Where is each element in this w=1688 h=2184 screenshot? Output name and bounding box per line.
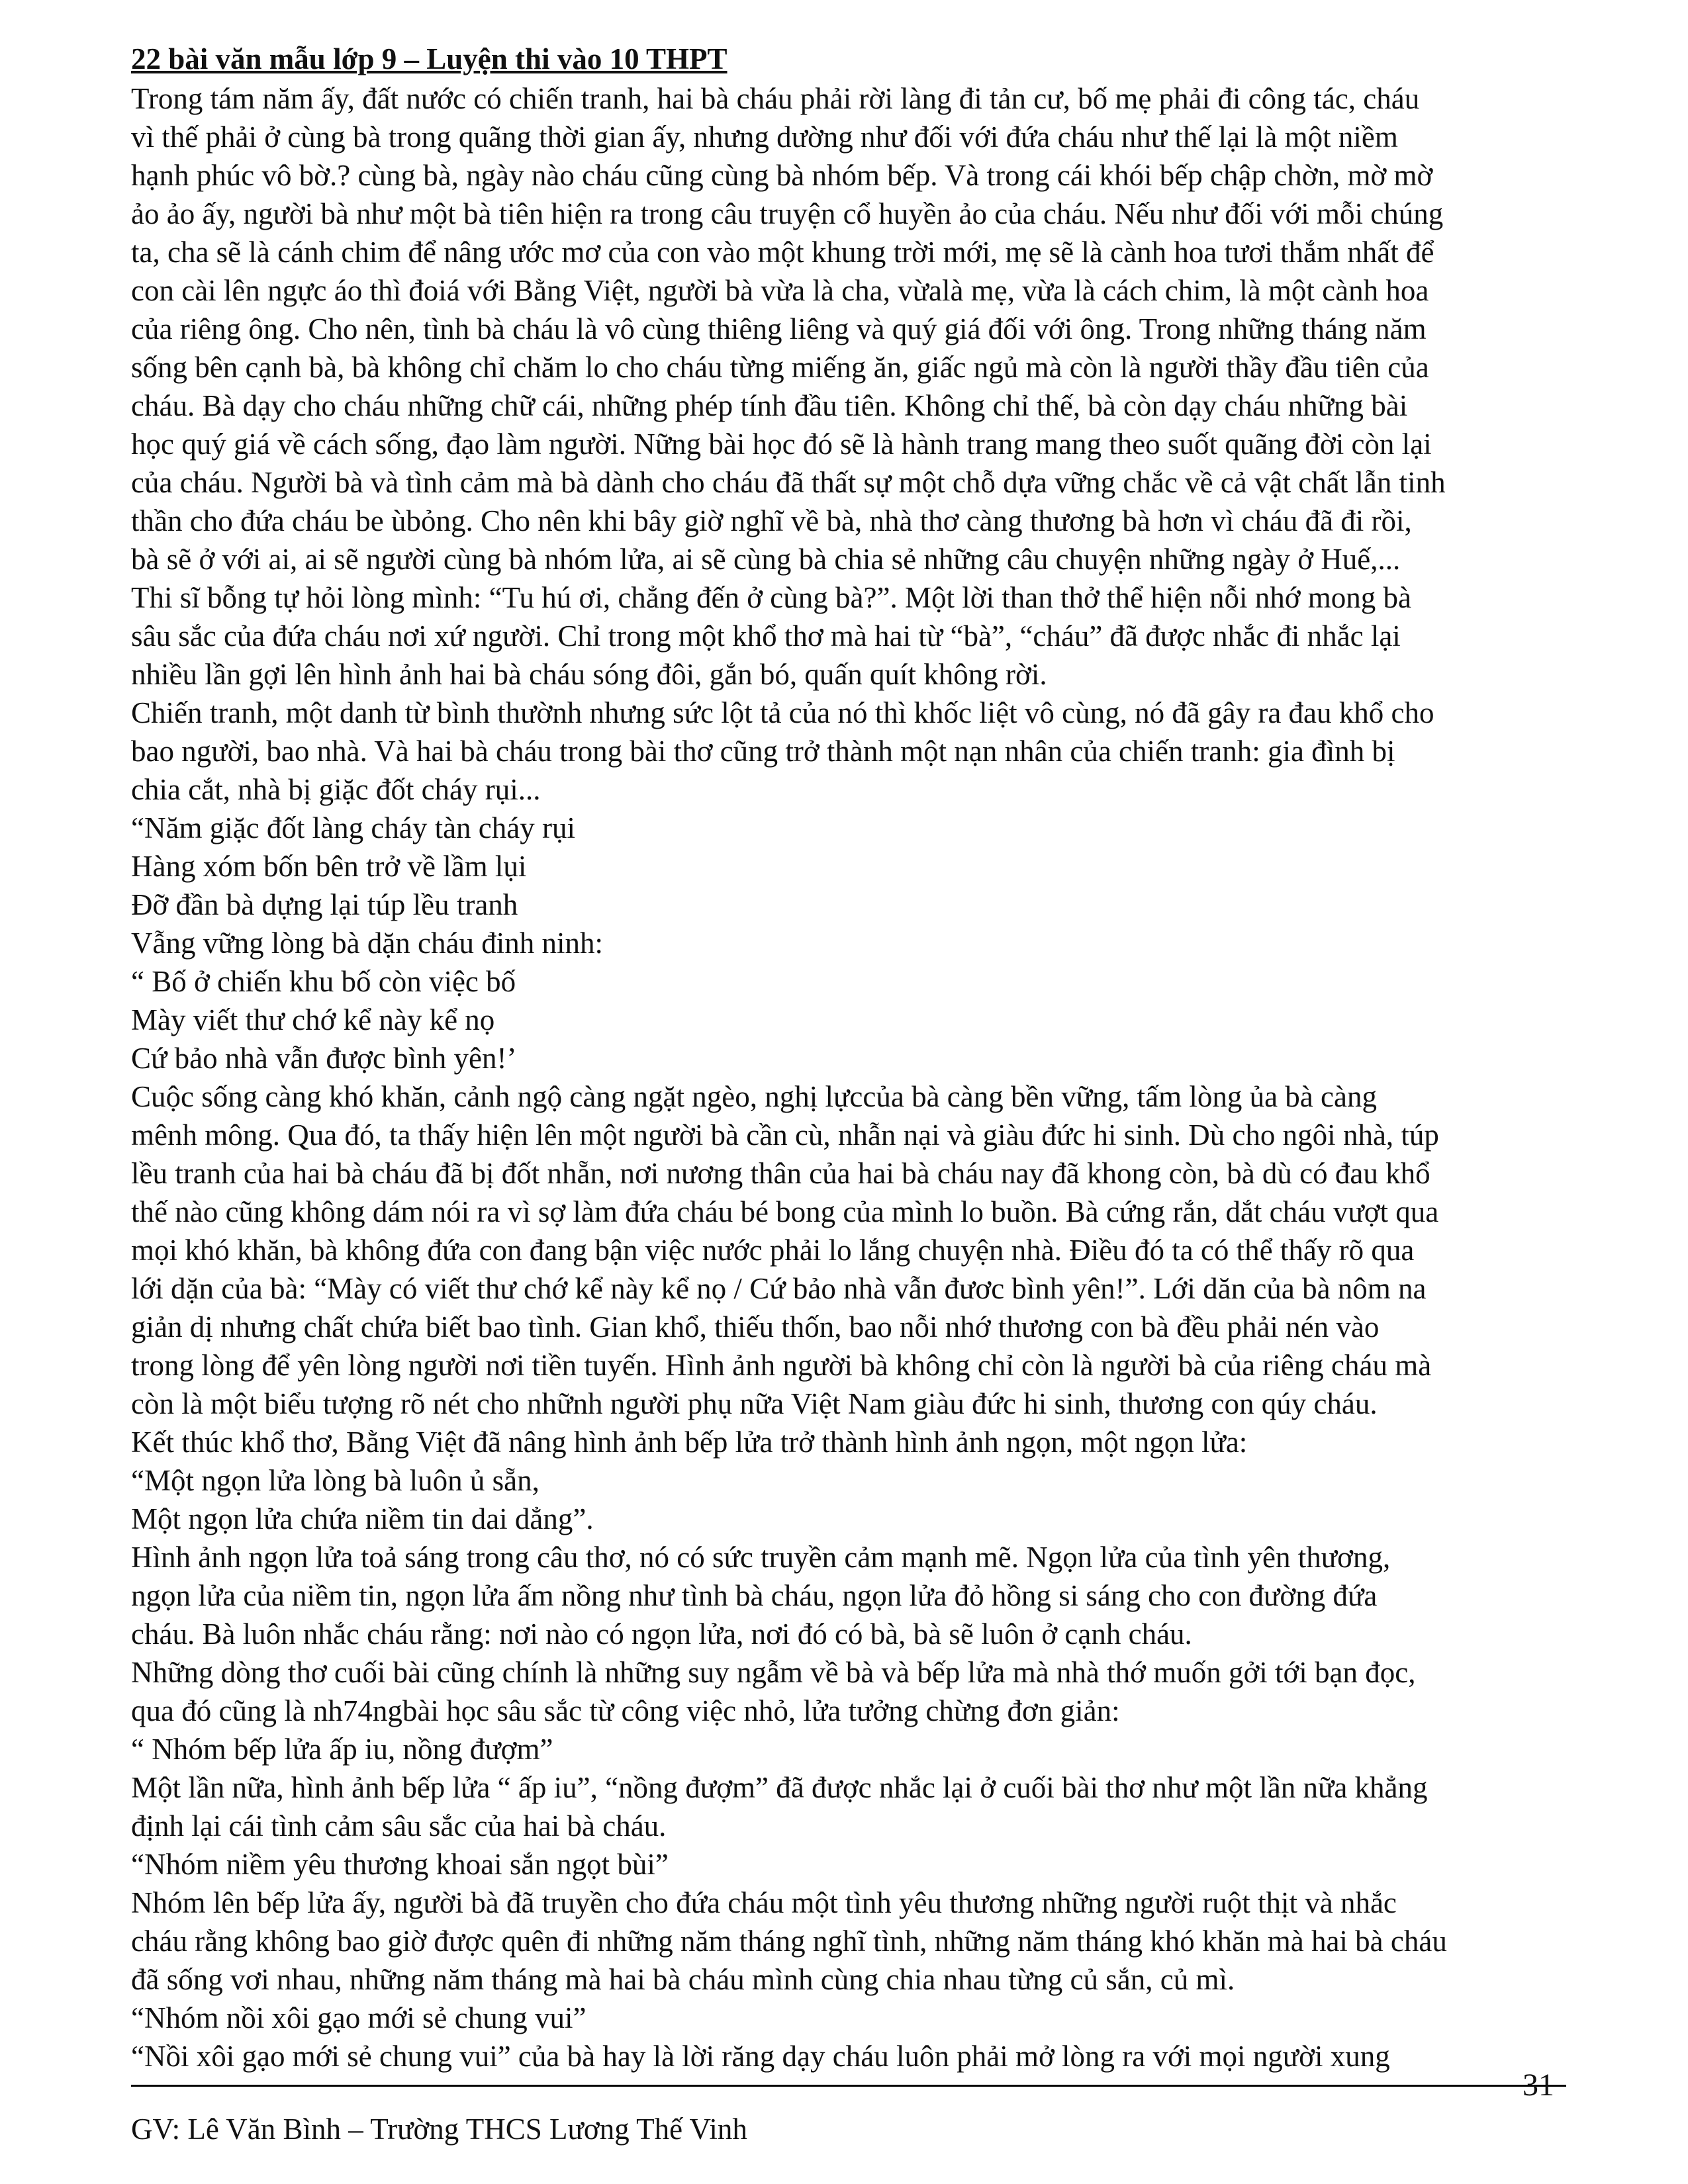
text-line: con cài lên ngực áo thì đoiá với Bằng Việt, người bà vừa là cha, vừalà mẹ, vừa là cách chim, là một cành hoa — [131, 274, 1429, 307]
text-line: Thi sĩ bỗng tự hỏi lòng mình: “Tu hú ơi, chẳng đến ở cùng bà?”. Một lời than thở thể hiện nỗi nhớ mong bà — [131, 581, 1412, 614]
text-line: đã sống vơi nhau, những năm tháng mà hai bà cháu mình cùng chia nhau từng củ sắn, củ mì. — [131, 1963, 1235, 1996]
text-line: Hàng xóm bốn bên trở về lầm lụi — [131, 850, 527, 883]
text-line: Nhóm lên bếp lửa ấy, người bà đã truyền cho đứa cháu một tình yêu thương những người ruột thịt và nhắc — [131, 1886, 1397, 1919]
text-line: “Một ngọn lửa lòng bà luôn ủ sẵn, — [131, 1464, 539, 1497]
text-line: Cứ bảo nhà vẫn được bình yên!’ — [131, 1042, 517, 1075]
text-line: bà sẽ ở với ai, ai sẽ người cùng bà nhóm lửa, ai sẽ cùng bà chia sẻ những câu chuyện những ngày ở Huế,... — [131, 543, 1401, 576]
text-line: “Năm giặc đốt làng cháy tàn cháy rụi — [131, 811, 575, 844]
text-line: hạnh phúc vô bờ.? cùng bà, ngày nào cháu cũng cùng bà nhóm bếp. Và trong cái khói bếp chập chờn, mờ mờ — [131, 159, 1433, 192]
text-line: qua đó cũng là nh74ngbài học sâu sắc từ công việc nhỏ, lửa tưởng chừng đơn giản: — [131, 1694, 1120, 1727]
text-line: giản dị nhưng chất chứa biết bao tình. Gian khổ, thiếu thốn, bao nỗi nhớ thương con bà đều phải nén vào — [131, 1310, 1380, 1343]
text-line: học quý giá về cách sống, đạo làm người. Nững bài học đó sẽ là hành trang mang theo suốt quãng đời còn lại — [131, 428, 1432, 461]
text-line: nhiều lần gợi lên hình ảnh hai bà cháu sóng đôi, gắn bó, quấn quít không rời. — [131, 658, 1047, 691]
text-line: cháu. Bà dạy cho cháu những chữ cái, những phép tính đầu tiên. Không chỉ thế, bà còn dạy cháu những bài — [131, 389, 1408, 422]
text-line: Cuộc sống càng khó khăn, cảnh ngộ càng ngặt ngèo, nghị lựccủa bà càng bền vững, tấm lòng ủa bà càng — [131, 1080, 1377, 1113]
page-number: 31 — [1523, 2068, 1554, 2103]
text-line: còn là một biểu tượng rõ nét cho nhữnh người phụ nữa Việt Nam giàu đức hi sinh, thương con qúy cháu. — [131, 1387, 1378, 1420]
text-line: Chiến tranh, một danh từ bình thườnh nhưng sức lột tả của nó thì khốc liệt vô cùng, nó đã gây ra đau khổ cho — [131, 696, 1434, 729]
text-line: lới dặn của bà: “Mày có viết thư chớ kể này kể nọ / Cứ bảo nhà vẫn đươc bình yên!”. Lới dăn của bà nôm na — [131, 1272, 1427, 1305]
text-line: “ Nhóm bếp lửa ấp iu, nồng đượm” — [131, 1733, 553, 1766]
document-title: 22 bài văn mẫu lớp 9 – Luyện thi vào 10 THPT — [131, 42, 727, 75]
text-line: sống bên cạnh bà, bà không chỉ chăm lo cho cháu từng miếng ăn, giấc ngủ mà còn là người thầy đầu tiên của — [131, 351, 1429, 384]
footer-text: GV: Lê Văn Bình – Trường THCS Lương Thế Vinh — [131, 2113, 747, 2146]
document-body — [131, 79, 1561, 2075]
text-line: cháu. Bà luôn nhắc cháu rằng: nơi nào có ngọn lửa, nơi đó có bà, bà sẽ luôn ở cạnh cháu. — [131, 1617, 1192, 1651]
text-line: mênh mông. Qua đó, ta thấy hiện lên một người bà cần cù, nhẫn nại và giàu đức hi sinh. Dù cho ngôi nhà, túp — [131, 1118, 1439, 1152]
text-line: “Nhóm niềm yêu thương khoai sắn ngọt bùi” — [131, 1848, 669, 1881]
text-line: Kết thúc khổ thơ, Bằng Việt đã nâng hình ảnh bếp lửa trở thành hình ảnh ngọn, một ngọn lửa: — [131, 1426, 1248, 1459]
text-line: thế nào cũng không dám nói ra vì sợ làm đứa cháu bé bong của mình lo buồn. Bà cứng rắn, dắt cháu vượt qua — [131, 1195, 1439, 1228]
text-line: trong lòng để yên lòng người nơi tiền tuyến. Hình ảnh người bà không chỉ còn là người bà của riêng cháu mà — [131, 1349, 1432, 1382]
footer-divider — [131, 2085, 1566, 2087]
text-line: chia cắt, nhà bị giặc đốt cháy rụi... — [131, 773, 541, 806]
text-line: cháu rằng không bao giờ được quên đi những năm tháng nghĩ tình, những năm tháng khó khăn mà hai bà cháu — [131, 1925, 1447, 1958]
text-line: Trong tám năm ấy, đất nước có chiến tranh, hai bà cháu phải rời làng đi tản cư, bố mẹ phải đi công tác, cháu — [131, 82, 1420, 115]
text-line: “Nồi xôi gạo mới sẻ chung vui” của bà hay là lời răng dạy cháu luôn phải mở lòng ra với mọi người xung — [131, 2040, 1390, 2073]
text-line: lều tranh của hai bà cháu đã bị đốt nhẵn, nơi nương thân của hai bà cháu nay đã khong còn, bà dù có đau khổ — [131, 1157, 1430, 1190]
text-line: vì thế phải ở cùng bà trong quãng thời gian ấy, nhưng dường như đối với đứa cháu như thế lại là một niềm — [131, 120, 1398, 154]
text-line: Đỡ đần bà dựng lại túp lều tranh — [131, 888, 518, 921]
text-line: mọi khó khăn, bà không đứa con đang bận việc nước phải lo lắng chuyện nhà. Điều đó ta có thể thấy rõ qua — [131, 1234, 1415, 1267]
text-line: “ Bố ở chiến khu bố còn việc bố — [131, 965, 516, 998]
text-line: ảo ảo ấy, người bà như một bà tiên hiện ra trong câu truyện cổ huyền ảo của cháu. Nếu như đối với mỗi chúng — [131, 197, 1444, 230]
text-line: Vẫng vững lòng bà dặn cháu đinh ninh: — [131, 927, 604, 960]
text-line: Những dòng thơ cuối bài cũng chính là những suy ngẫm về bà và bếp lửa mà nhà thớ muốn gởi tới bạn đọc, — [131, 1656, 1416, 1689]
text-line: “Nhóm nồi xôi gạo mới sẻ chung vui” — [131, 2001, 586, 2034]
text-line: Một ngọn lửa chứa niềm tin dai dẳng”. — [131, 1502, 594, 1535]
text-line: sâu sắc của đứa cháu nơi xứ người. Chỉ trong một khổ thơ mà hai từ “bà”, “cháu” đã được nhắc đi nhắc lại — [131, 619, 1401, 653]
text-line: Hình ảnh ngọn lửa toả sáng trong câu thơ, nó có sức truyền cảm mạnh mẽ. Ngọn lửa của tình yên thương, — [131, 1541, 1391, 1574]
text-line: của riêng ông. Cho nên, tình bà cháu là vô cùng thiêng liêng và quý giá đối với ông. Trong những tháng năm — [131, 312, 1427, 345]
text-line: Một lần nữa, hình ảnh bếp lửa “ ấp iu”, “nồng đượm” đã được nhắc lại ở cuối bài thơ như một lần nữa khẳng — [131, 1771, 1428, 1804]
text-line: thần cho đứa cháu be ùbỏng. Cho nên khi bây giờ nghĩ về bà, nhà thơ càng thương bà hơn vì cháu đã đi rồi, — [131, 504, 1412, 537]
text-line: bao người, bao nhà. Và hai bà cháu trong bài thơ cũng trở thành một nạn nhân của chiến tranh: gia đình bị — [131, 735, 1395, 768]
text-line: ta, cha sẽ là cánh chim để nâng ước mơ của con vào một khung trời mới, mẹ sẽ là cành hoa tươi thắm nhất để — [131, 236, 1434, 269]
text-line: ngọn lửa của niềm tin, ngọn lửa ấm nồng như tình bà cháu, ngọn lửa đỏ hồng si sáng cho con đường đứa — [131, 1579, 1378, 1612]
text-line: của cháu. Người bà và tình cảm mà bà dành cho cháu đã thất sự một chỗ dựa vững chắc về cả vật chất lẫn tinh — [131, 466, 1446, 499]
text-line: định lại cái tình cảm sâu sắc của hai bà cháu. — [131, 1809, 667, 1843]
text-line: Mày viết thư chớ kể này kể nọ — [131, 1003, 495, 1036]
